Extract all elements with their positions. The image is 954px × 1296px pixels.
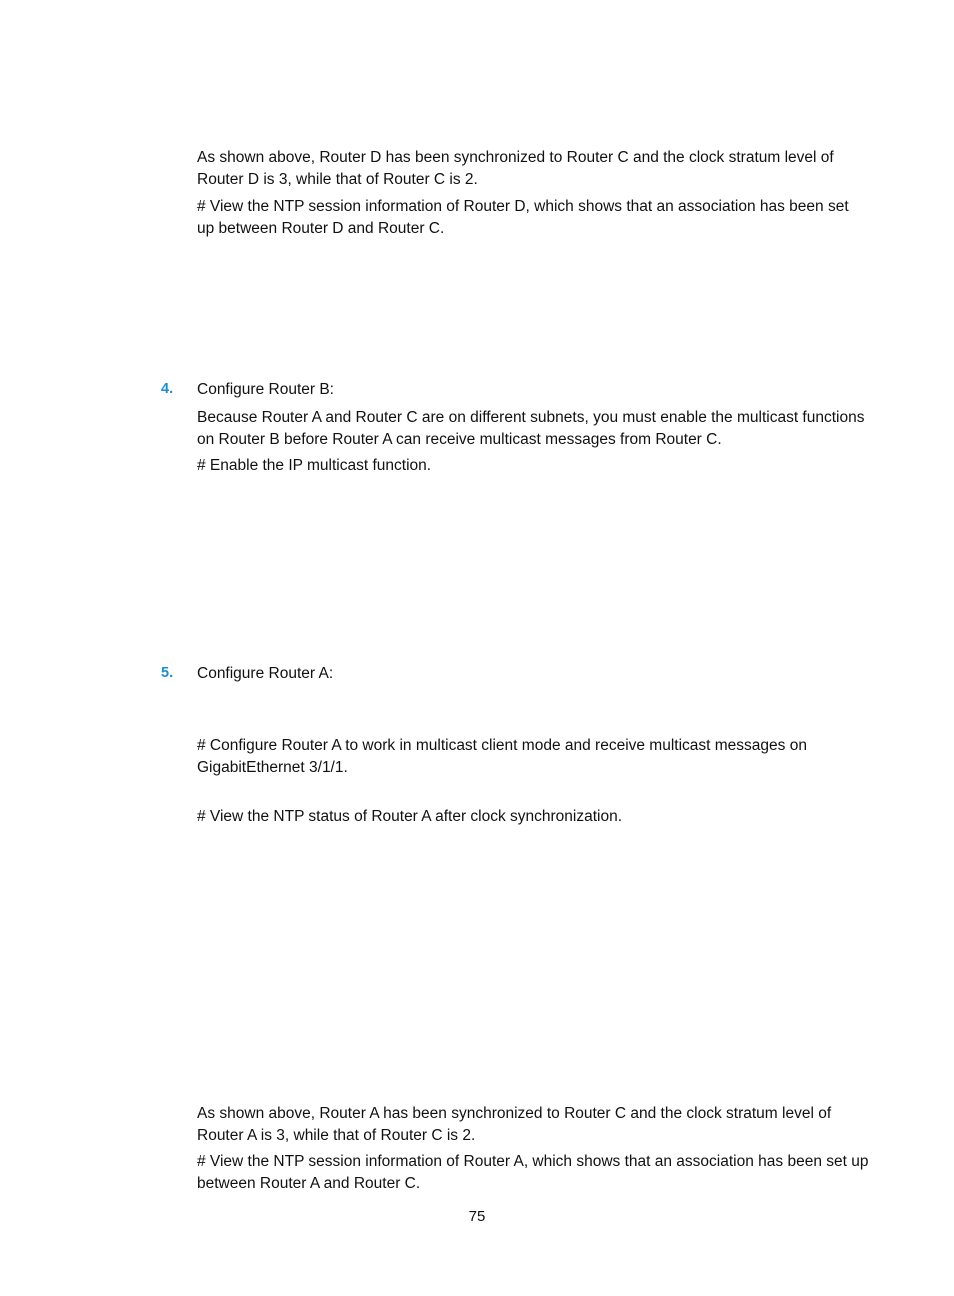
paragraph-router-a-view-status: # View the NTP status of Router A after clock synchronization. bbox=[197, 808, 623, 825]
paragraph-router-d-sync-summary: As shown above, Router D has been synchronized to Router C and the clock stratum level of Router D is 3, while that of Router C is 2. bbox=[197, 149, 834, 188]
step-label: Configure Router B: bbox=[197, 381, 334, 398]
step-label: Configure Router A: bbox=[197, 665, 334, 682]
paragraph-router-a-sync-summary: As shown above, Router A has been synchronized to Router C and the clock stratum level of Router A is 3, while that of Router C is 2. bbox=[197, 1105, 832, 1144]
paragraph-router-d-view-session: # View the NTP session information of Router D, which shows that an association has been set up between Router D and Router C. bbox=[197, 198, 849, 237]
paragraph-router-a-configure-client: # Configure Router A to work in multicast client mode and receive multicast messages on GigabitEthernet 3/1/1. bbox=[197, 737, 807, 776]
paragraph-router-b-enable-ip-multicast: # Enable the IP multicast function. bbox=[197, 457, 432, 474]
step-number: 4. bbox=[161, 381, 174, 397]
page-number: 75 bbox=[468, 1208, 486, 1225]
step-number: 5. bbox=[161, 665, 174, 681]
paragraph-router-b-multicast-reason: Because Router A and Router C are on different subnets, you must enable the multicast functions on Router B before Router A can receive multicast messages from Router C. bbox=[197, 409, 865, 448]
paragraph-router-a-view-session: # View the NTP session information of Router A, which shows that an association has been set up between Router A and Router C. bbox=[197, 1153, 869, 1192]
